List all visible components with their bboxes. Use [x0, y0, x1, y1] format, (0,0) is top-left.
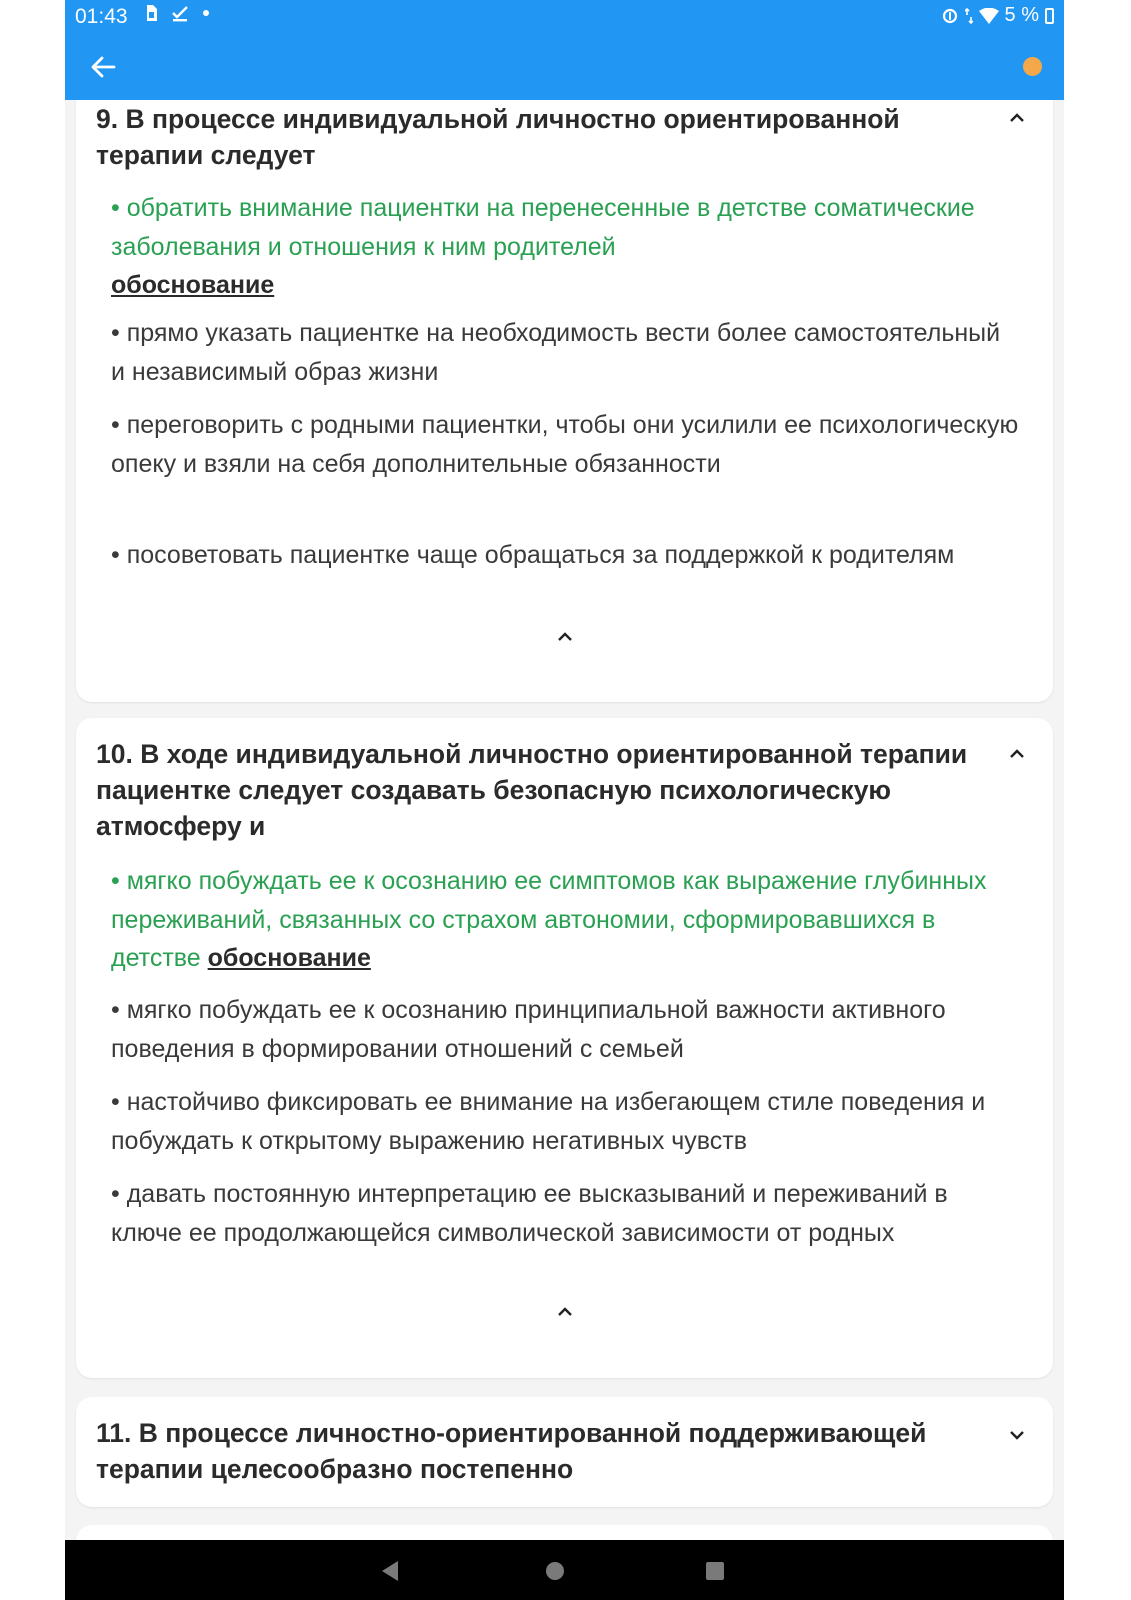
- chevron-up-icon: [1009, 113, 1025, 123]
- nav-back-button[interactable]: [375, 1556, 405, 1586]
- question-title[interactable]: 11. В процессе личностно-ориентированной поддерживающей терапии целесообразно постепенно: [96, 1418, 927, 1484]
- answer-text: • посоветовать пациентке чаще обращаться за поддержкой к родителям: [111, 541, 955, 569]
- answer-option-correct[interactable]: [111, 862, 1021, 978]
- battery-icon: [1045, 8, 1054, 24]
- question-card-11[interactable]: [76, 1397, 1053, 1507]
- question-card-next[interactable]: [76, 1525, 1053, 1540]
- nav-home-button[interactable]: [540, 1556, 570, 1586]
- collapse-button[interactable]: [550, 1300, 580, 1324]
- chevron-up-icon: [1009, 749, 1025, 759]
- answer-option[interactable]: [111, 1083, 1041, 1160]
- answer-text: • переговорить с родными пациентки, чтобы они усилили ее психологическую опеку и взяли на себя дополнительные обязанности: [111, 411, 1019, 478]
- question-title[interactable]: 9. В процессе индивидуальной личностно ориентированной терапии следует: [96, 104, 900, 170]
- phone-screen: [65, 0, 1064, 1600]
- back-button[interactable]: [83, 47, 123, 87]
- answer-option[interactable]: [111, 536, 1021, 575]
- question-card-9: [76, 100, 1053, 702]
- status-indicator-dot[interactable]: [1023, 57, 1042, 76]
- answer-text: • давать постоянную интерпретацию ее высказываний и переживаний в ключе ее продолжающейся символической зависимости от родных: [111, 1180, 948, 1247]
- navigation-bar: [65, 1540, 1064, 1600]
- chevron-down-icon: [1009, 1430, 1025, 1440]
- answer-option[interactable]: [111, 1175, 1021, 1252]
- status-left-icons: [145, 4, 209, 22]
- data-arrows-icon: [965, 8, 973, 24]
- status-right-icons: [941, 4, 1054, 27]
- app-bar: [65, 34, 1064, 100]
- answer-text: • прямо указать пациентке на необходимость вести более самостоятельный и независимый образ жизни: [111, 319, 1001, 386]
- question-list: [65, 100, 1064, 1540]
- answer-text: • мягко побуждать ее к осознанию принципиальной важности активного поведения в формировании отношений с семьей: [111, 996, 946, 1063]
- sim-card-icon: [145, 5, 157, 21]
- collapse-toggle[interactable]: [1003, 104, 1031, 132]
- chevron-up-icon: [557, 632, 573, 642]
- answer-option[interactable]: [111, 991, 1021, 1068]
- answer-option[interactable]: [111, 406, 1021, 483]
- answer-option-correct[interactable]: [111, 189, 1021, 305]
- notification-dot-icon: [203, 10, 209, 16]
- question-title[interactable]: 10. В ходе индивидуальной личностно ориентированной терапии пациентке следует создавать безопасную психологическую атмосферу и: [96, 739, 968, 841]
- answer-text: • мягко побуждать ее к осознанию ее симптомов как выражение глубинных переживаний, связанных со страхом автономии, сформировавшихся в детстве: [111, 867, 987, 972]
- question-card-10: [76, 718, 1053, 1378]
- expand-toggle[interactable]: [1003, 1421, 1031, 1449]
- reason-link[interactable]: обоснование: [207, 944, 371, 972]
- data-saver-icon: [941, 8, 959, 24]
- download-done-icon: [171, 4, 189, 22]
- chevron-up-icon: [557, 1307, 573, 1317]
- status-bar: [65, 0, 1064, 34]
- answer-text: • обратить внимание пациентки на перенесенные в детстве соматические заболевания и отношения к ним родителей: [111, 194, 975, 261]
- collapse-button[interactable]: [550, 625, 580, 649]
- answer-text: • настойчиво фиксировать ее внимание на избегающем стиле поведения и побуждать к открытому выражению негативных чувств: [111, 1088, 986, 1155]
- circle-home-icon: [545, 1561, 565, 1581]
- arrow-left-icon: [90, 56, 116, 78]
- battery-percent: 5 %: [1004, 4, 1039, 26]
- wifi-icon: [979, 8, 999, 24]
- reason-link[interactable]: обоснование: [111, 271, 275, 299]
- nav-recents-button[interactable]: [700, 1556, 730, 1586]
- triangle-back-icon: [380, 1560, 400, 1582]
- collapse-toggle[interactable]: [1003, 740, 1031, 768]
- square-recents-icon: [705, 1561, 725, 1581]
- answer-option[interactable]: [111, 314, 1021, 391]
- status-time: 01:43: [75, 5, 128, 28]
